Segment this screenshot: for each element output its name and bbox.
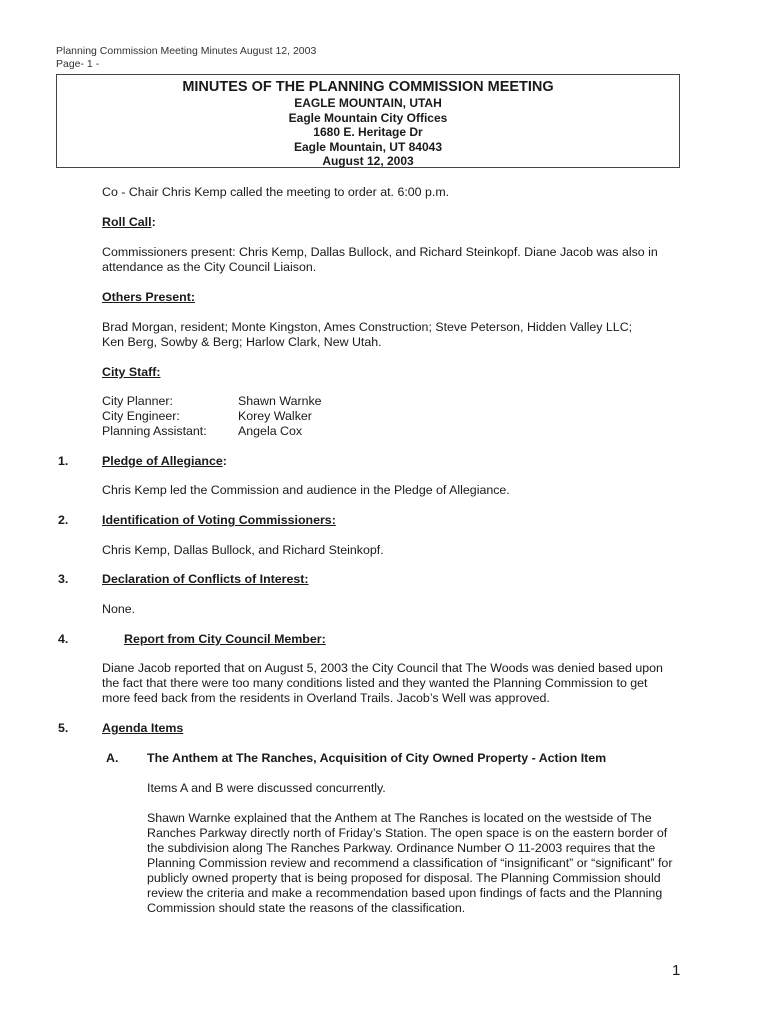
others-present-line-1: Brad Morgan, resident; Monte Kingston, Ames Construction; Steve Peterson, Hidden Valley LLC; — [102, 320, 633, 334]
item-heading-3 — [102, 572, 309, 587]
document-title: MINUTES OF THE PLANNING COMMISSION MEETING — [182, 79, 554, 95]
item-text-2: Chris Kemp, Dallas Bullock, and Richard Steinkopf. — [102, 543, 384, 557]
item-heading-2-text: Identification of Voting Commissioners: — [102, 513, 336, 527]
item-text-3: None. — [102, 602, 136, 616]
roll-call-heading-line — [102, 215, 156, 230]
item-heading-2 — [102, 513, 336, 528]
page-number: 1 — [672, 962, 681, 979]
item-heading-4-text: Report from City Council Member: — [124, 632, 326, 646]
item-number-1: 1. — [58, 454, 69, 468]
running-header — [56, 45, 316, 71]
staff-role: Planning Assistant: — [102, 424, 207, 438]
staff-name: Shawn Warnke — [238, 394, 322, 408]
staff-row — [102, 409, 322, 424]
item-heading-5 — [102, 721, 183, 736]
staff-row — [102, 424, 322, 439]
agenda-a-text: Shawn Warnke explained that the Anthem at The Ranches is located on the westside of The Ranches Parkway directly north of Friday’s Station. The open space is on the eastern border of the subdivision along The Ranches Parkway. Ordinance Number O 11-2003 requires that the Planning Commission review and recommend a classification of “insignificant” or “significant” for publicly owned property that is being proposed for disposal. The Planning Commission should review the criteria and make a recommendation based upon findings of facts and the Planning Commission should state the reasons of the classification. — [147, 811, 673, 915]
roll-call-text: Commissioners present: Chris Kemp, Dallas Bullock, and Richard Steinkopf. Diane Jacob was also in attendance as the City Council Liaison. — [102, 245, 658, 274]
staff-name: Angela Cox — [238, 424, 303, 438]
staff-role: City Engineer: — [102, 409, 180, 423]
title-line-citystate: Eagle Mountain, UT 84043 — [293, 139, 443, 154]
title-box — [56, 74, 680, 168]
item-heading-4 — [124, 632, 326, 647]
item-heading-1-text: Pledge of Allegiance — [102, 454, 223, 468]
agenda-a-note: Items A and B were discussed concurrently. — [147, 781, 386, 795]
city-staff-heading — [102, 365, 161, 380]
item-heading-1-colon: : — [222, 454, 227, 468]
item-heading-5-text: Agenda Items — [102, 721, 184, 735]
city-staff-heading-text: City Staff: — [102, 365, 161, 379]
call-to-order: Co - Chair Chris Kemp called the meeting to order at. 6:00 p.m. — [102, 185, 450, 199]
agenda-a-letter: A. — [106, 751, 119, 765]
item-number-2: 2. — [58, 513, 69, 527]
staff-name: Korey Walker — [238, 409, 312, 423]
item-heading-1 — [102, 454, 227, 469]
title-line-city: EAGLE MOUNTAIN, UTAH — [294, 96, 442, 110]
item-number-5: 5. — [58, 721, 69, 735]
item-number-3: 3. — [58, 572, 69, 586]
running-header-title: Planning Commission Meeting Minutes August 12, 2003 — [56, 45, 317, 57]
others-present-heading — [102, 290, 195, 305]
title-line-date: August 12, 2003 — [322, 154, 414, 169]
agenda-a-heading: The Anthem at The Ranches, Acquisition of City Owned Property - Action Item — [147, 751, 607, 765]
item-text-1: Chris Kemp led the Commission and audience in the Pledge of Allegiance. — [102, 483, 510, 497]
running-header-page: Page- 1 - — [56, 58, 100, 70]
title-line-street: 1680 E. Heritage Dr — [313, 125, 423, 140]
roll-call-heading: Roll Call — [102, 215, 152, 229]
others-present-heading-text: Others Present: — [102, 290, 195, 304]
item-number-4: 4. — [58, 632, 69, 646]
roll-call-colon: : — [151, 215, 156, 229]
city-staff-table — [102, 394, 322, 439]
staff-role: City Planner: — [102, 394, 173, 408]
title-line-offices: Eagle Mountain City Offices — [288, 110, 448, 125]
item-heading-3-text: Declaration of Conflicts of Interest: — [102, 572, 309, 586]
staff-row — [102, 394, 322, 409]
item-text-4: Diane Jacob reported that on August 5, 2003 the City Council that The Woods was denied based upon the fact that there were too many conditions listed and they wanted the Planning Commission to get more feed back from the residents in Overland Trails. Jacob’s Well was approved. — [102, 661, 663, 705]
others-present-line-2: Ken Berg, Sowby & Berg; Harlow Clark, New Utah. — [102, 335, 382, 349]
